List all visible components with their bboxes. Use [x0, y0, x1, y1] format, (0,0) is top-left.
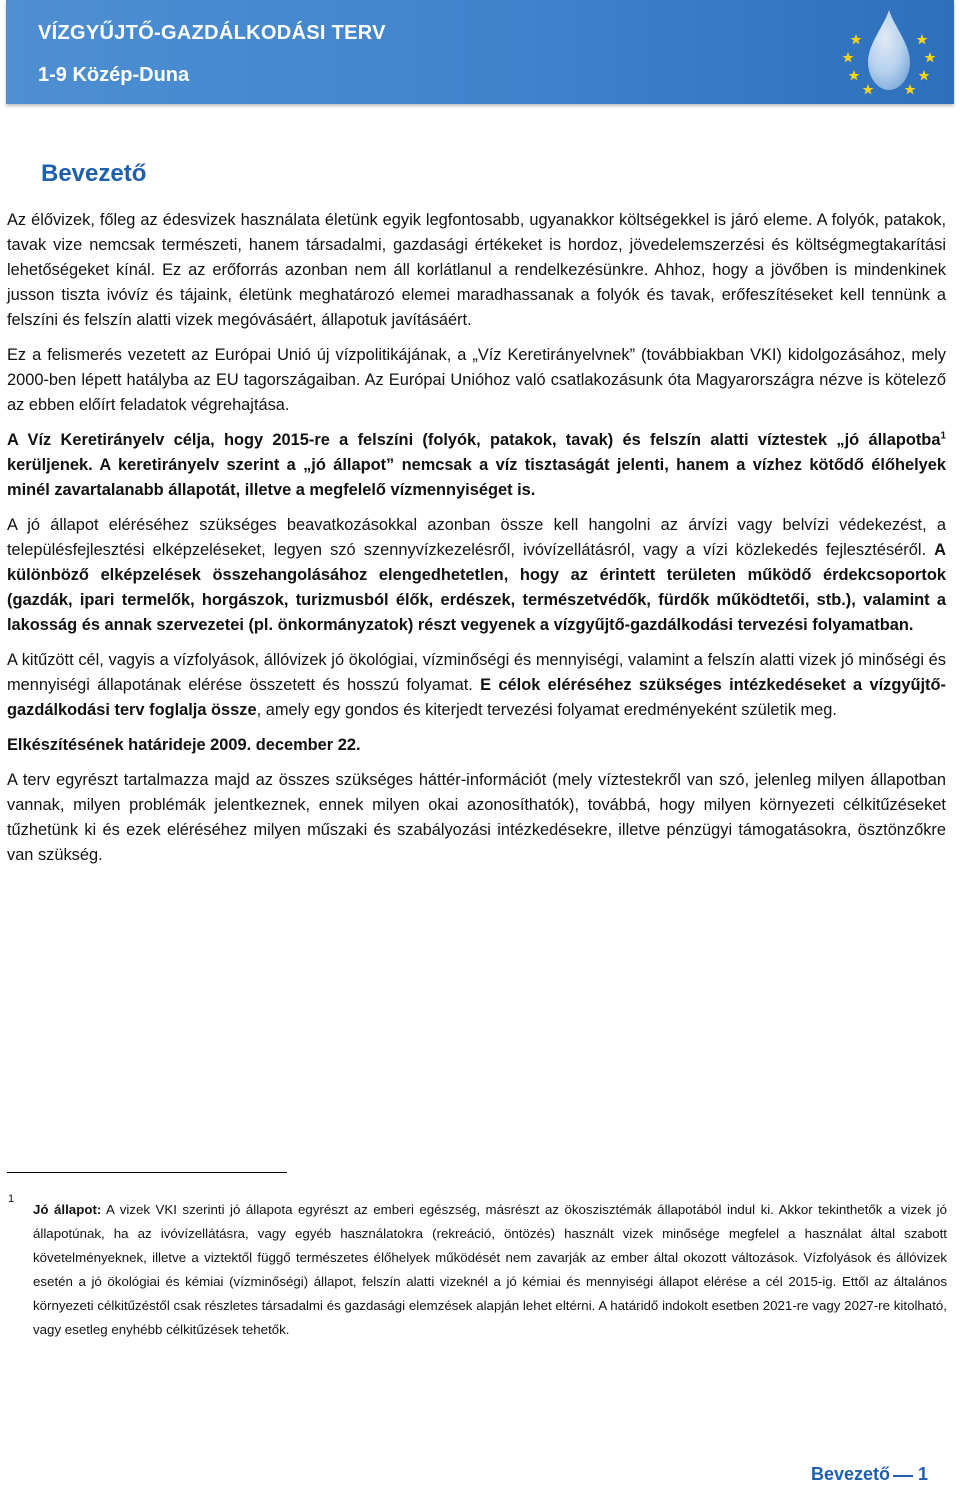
- footnote-number: 1: [8, 1193, 15, 1205]
- paragraph-3-part-2: kerüljenek. A keretirányelv szerint a „jó állapot” nemcsak a víz tisztaságát jelenti, hanem a vízhez kötődő élőhelyek minél zavartalanabb állapotát, illetve a megfelelő vízmennyiséget is.: [7, 456, 946, 499]
- paragraph-4-part-1: A jó állapot eléréséhez szükséges beavatkozásokkal azonban össze kell hangolni az árvízi vagy belvízi védekezést, a településfejlesztési elképzeléseket, legyen szó szennyvízkezelésről, ivóvízellátásról, vagy a vízi közlekedés fejlesztéséről.: [7, 516, 946, 559]
- paragraph-4: [7, 513, 946, 638]
- footnote-term: Jó állapot:: [33, 1202, 102, 1217]
- paragraph-1: Az élővizek, főleg az édesvizek használata életünk egyik legfontosabb, ugyanakkor költségekkel is járó eleme. A folyók, patakok, tavak vize nemcsak természeti, hanem társadalmi, gazdasági értékeket is hordoz, jövedelemszerzési és költségmegtakarítási lehetőségeket kínál. Ez az erőforrás azonban nem áll korlátlanul a rendelkezésünkre. Ahhoz, hogy a jövőben is mindenkinek jusson tiszta ivóvíz és tájaink, életünk meghatározó elemei maradhassanak a folyók és tavak, erőfeszítéseket kell tennünk a felszíni és felszín alatti vizek megóvásáért, állapotuk javításáért.: [7, 211, 946, 329]
- document-subtitle: 1-9 Közép-Duna: [38, 64, 190, 86]
- footnote: [33, 1198, 947, 1342]
- page-number: 1: [918, 1464, 929, 1484]
- footer-section-label: Bevezető: [811, 1464, 891, 1484]
- paragraph-5-part-3: , amely egy gondos és kiterjedt tervezési folyamat eredményeként születik meg.: [256, 701, 837, 719]
- footnote-reference[interactable]: 1: [940, 430, 946, 442]
- footer-divider: [893, 1475, 913, 1477]
- section-heading: Bevezető: [41, 160, 147, 187]
- footnote-text: A vizek VKI szerinti jó állapota egyrészt az emberi egészség, másrészt az ökoszisztémák állapotából indul ki. Akkor tekinthetők a vizek jó állapotúnak, ha az ivóvízellátásra, vagy egyéb használatokra (rekreáció, öntözés) használt vizek minősége megfelel a használat által szabott követelményeknek, illetve a viztektől függő természetes élőhelyek működését nem zavarják az ember által okozott változások. Vízfolyások és állóvizek esetén a jó ökológiai és kémiai (vízminőségi) állapot, felszín alatti vizeknél a jó kémiai és mennyiségi állapot elérése a cél 2015-ig. Ettől az általános környezeti célkitűzéstől csak részletes társadalmi és gazdasági elemzések alapján lehet eltérni. A határidő indokolt esetben 2021-re vagy 2027-re kitolható, vagy esetleg enyhébb célkitűzések tehetők.: [33, 1202, 947, 1337]
- footnote-separator: [7, 1172, 287, 1173]
- document-title: VÍZGYŰJTŐ-GAZDÁLKODÁSI TERV: [38, 22, 386, 44]
- paragraph-6: Elkészítésének határideje 2009. december 22.: [7, 736, 361, 754]
- paragraph-7: A terv egyrészt tartalmazza majd az összes szükséges háttér-információt (mely víztestekről van szó, jelenleg milyen állapotban vannak, milyen problémák jelentkeznek, ennek milyen okai azonosíthatók), továbbá, hogy milyen környezeti célkitűzéseket tűzhetünk ki és ezek eléréséhez milyen műszaki és szabályozási intézkedésekre, illetve pénzügyi támogatásokra, ösztönzőkre van szükség.: [7, 771, 946, 864]
- paragraph-4-part-2: A különböző elképzelések összehangolásához elengedhetetlen, hogy az érintett területen működő érdekcsoportok (gazdák, ipari termelők, horgászok, turizmusból élők, erdészek, természetvédők, fürdők működtetői, stb.), valamint a lakosság és annak szervezetei (pl. önkormányzatok) részt vegyenek a vízgyűjtő-gazdálkodási tervezési folyamatban.: [7, 541, 946, 634]
- paragraph-3-part-1: A Víz Keretirányelv célja, hogy 2015-re a felszíni (folyók, patakok, tavak) és felszín alatti víztestek „jó állapotba: [7, 431, 941, 449]
- main-content: [7, 208, 946, 878]
- water-drop-eu-stars-logo-icon: [834, 4, 944, 100]
- paragraph-5-part-2: E célok eléréséhez szükséges intézkedéseket a vízgyűjtő-gazdálkodási terv foglalja össze: [7, 676, 946, 719]
- paragraph-2: Ez a felismerés vezetett az Európai Unió új vízpolitikájának, a „Víz Keretirányelvnek” (továbbiakban VKI) kidolgozásához, mely 2000-ben lépett hatályba az EU tagországaiban. Az Európai Unióhoz való csatlakozásunk óta Magyarországra nézve is kötelező az ebben előírt feladatok végrehajtása.: [7, 346, 946, 414]
- paragraph-5-part-1: A kitűzött cél, vagyis a vízfolyások, állóvizek jó ökológiai, vízminőségi és mennyiségi, valamint a felszín alatti vizek jó minőségi és mennyiségi állapotának elérése összetett és hosszú folyamat.: [7, 651, 946, 694]
- paragraph-3: [7, 428, 946, 503]
- header-banner: [6, 0, 954, 104]
- paragraph-5: [7, 648, 946, 723]
